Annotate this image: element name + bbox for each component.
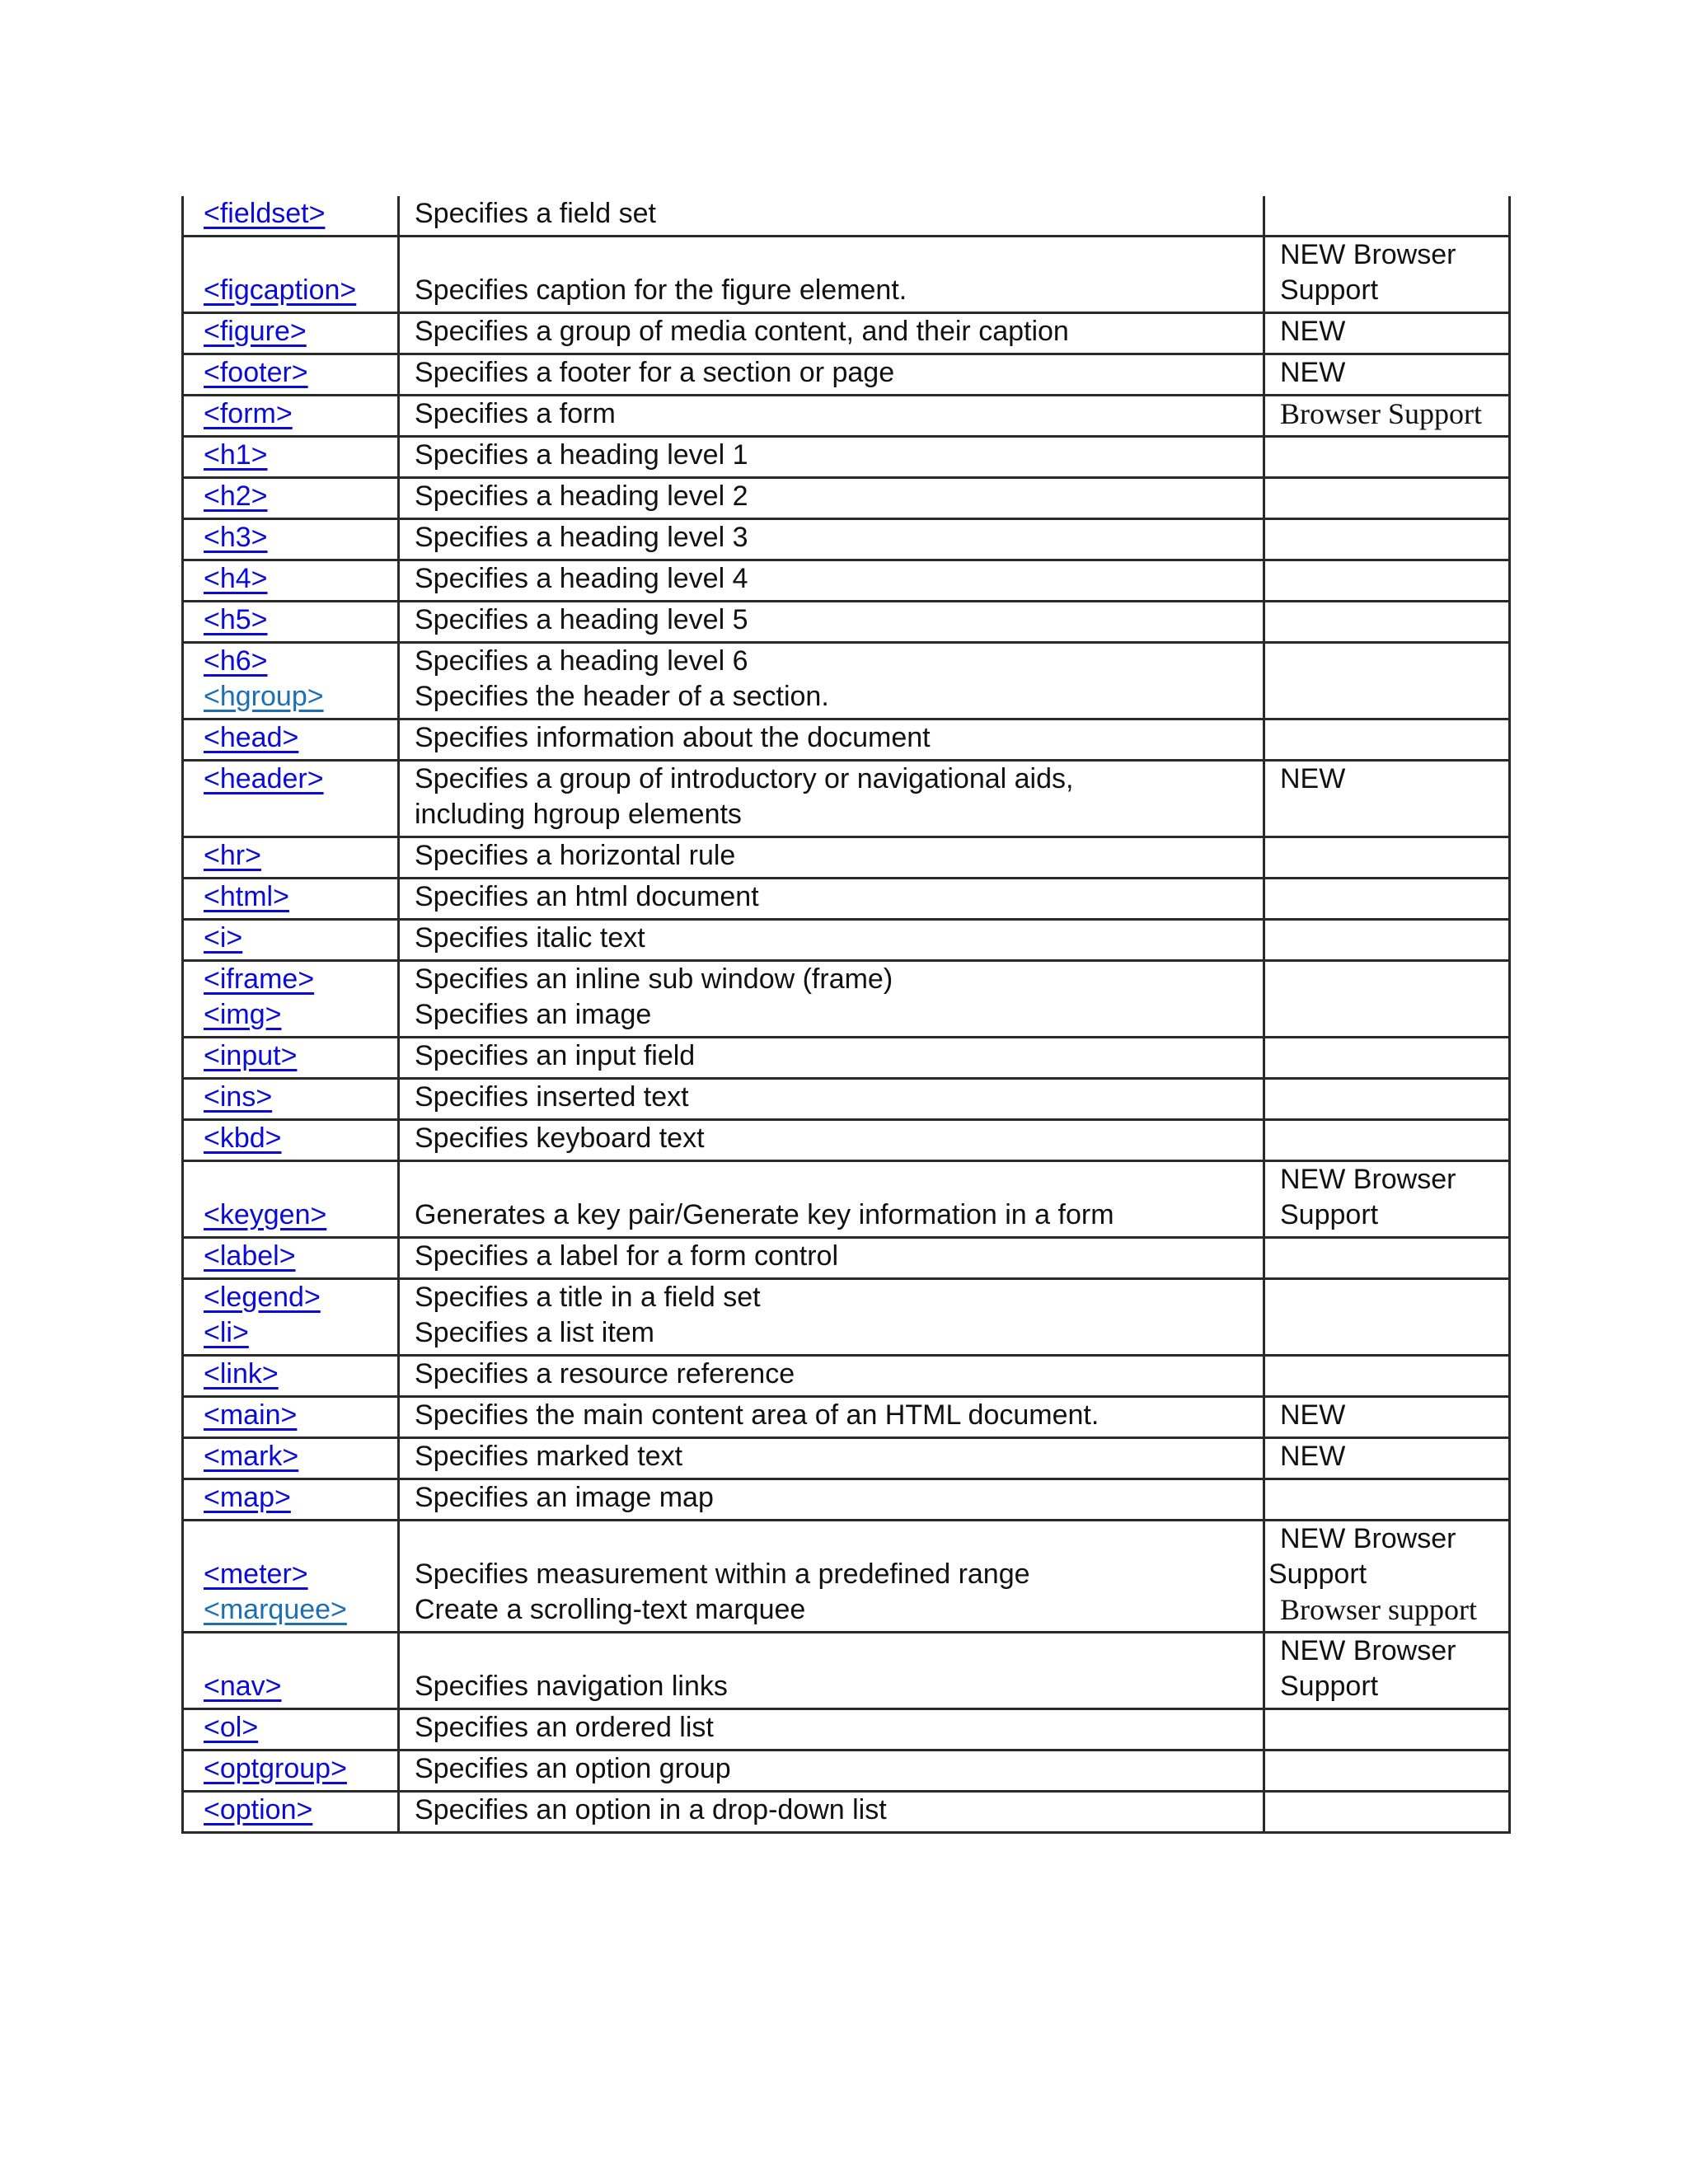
table-row [183,1521,1510,1633]
notes-cell [1264,478,1510,519]
description-text: Specifies a heading level 1 [415,439,748,471]
tag-cell [183,519,399,560]
table-row [183,1479,1510,1521]
description-cell [399,478,1264,519]
table-row [183,354,1510,396]
tag-cell [183,920,399,961]
notes-cell [1264,1750,1510,1792]
notes-cell [1264,437,1510,478]
description-cell [399,602,1264,643]
table-row [183,237,1510,313]
table-row [183,602,1510,643]
notes-cell [1264,1038,1510,1079]
table-row [183,879,1510,920]
table-row [183,920,1510,961]
description-cell [399,1709,1264,1750]
notes-cell [1264,519,1510,560]
tag-link[interactable]: <option> [204,1794,313,1825]
table-row [183,1238,1510,1279]
tag-cell [183,313,399,354]
table-row [183,1633,1510,1709]
notes-cell [1264,1633,1510,1709]
description-cell [399,1079,1264,1120]
notes-cell [1264,1397,1510,1438]
table-row [183,761,1510,837]
table-row [183,961,1510,1038]
tag-cell [183,1079,399,1120]
tag-link[interactable]: <h2> [204,480,268,512]
table-row [183,1709,1510,1750]
description-text: Specifies an html document [415,881,759,912]
tag-link[interactable]: <optgroup> [204,1753,347,1784]
tag-cell [183,1479,399,1521]
description-text: Specifies a footer for a section or page [415,357,895,388]
tag-link[interactable]: <meter> [204,1558,308,1590]
tag-link[interactable]: <input> [204,1040,298,1071]
note-text: NEW Browser [1280,1523,1456,1554]
tag-cell [183,1120,399,1161]
notes-cell [1264,1521,1510,1633]
tag-link[interactable]: <hgroup> [204,681,324,712]
description-text: Specifies information about the document [415,722,931,753]
tag-cell [183,1792,399,1833]
description-cell [399,1238,1264,1279]
description-cell [399,196,1264,237]
tag-cell [183,1038,399,1079]
description-cell [399,879,1264,920]
description-text: Specifies a heading level 3 [415,522,748,553]
description-text: including hgroup elements [415,799,742,830]
note-text: NEW [1280,357,1346,388]
tag-cell [183,437,399,478]
tag-link[interactable]: <hr> [204,840,261,871]
notes-cell [1264,313,1510,354]
description-text: Create a scrolling-text marquee [415,1594,806,1625]
tag-cell [183,396,399,437]
note-text: Browser Support [1280,397,1482,430]
tag-cell [183,1633,399,1709]
note-text: NEW [1280,1441,1346,1472]
description-cell [399,1633,1264,1709]
note-text: Support [1280,274,1379,306]
note-text: Support [1280,1199,1379,1230]
tag-link[interactable]: <ins> [204,1081,273,1113]
notes-cell [1264,961,1510,1038]
description-text: Specifies an option in a drop-down list [415,1794,887,1825]
note-text: NEW Browser [1280,239,1456,270]
table-row [183,1079,1510,1120]
notes-cell [1264,879,1510,920]
description-text: Specifies the main content area of an HTML document. [415,1399,1100,1431]
notes-cell [1264,1079,1510,1120]
tag-cell [183,237,399,313]
tag-link[interactable]: <keygen> [204,1199,327,1230]
tag-link[interactable]: <footer> [204,357,308,388]
note-text: NEW [1280,763,1346,794]
note-text: NEW [1280,316,1346,347]
tag-cell [183,1397,399,1438]
note-text: NEW Browser [1280,1635,1456,1666]
tag-cell [183,478,399,519]
description-text: Specifies a heading level 4 [415,563,748,594]
tag-cell [183,837,399,879]
tag-link[interactable]: <form> [204,398,293,429]
description-text: Specifies an input field [415,1040,696,1071]
table-body [183,196,1510,1833]
description-text: Specifies a list item [415,1317,654,1348]
table-row [183,437,1510,478]
tag-link[interactable]: <marquee> [204,1594,347,1625]
table-row [183,313,1510,354]
notes-cell [1264,1792,1510,1833]
tag-cell [183,1356,399,1397]
notes-cell [1264,1709,1510,1750]
description-text: Specifies a horizontal rule [415,840,736,871]
tag-link[interactable]: <legend> [204,1282,321,1313]
description-cell [399,354,1264,396]
table-row [183,1120,1510,1161]
table-row [183,837,1510,879]
tag-link[interactable]: <h1> [204,439,268,471]
description-text: Specifies a group of introductory or navigational aids, [415,763,1074,794]
tag-link[interactable]: <h6> [204,645,268,677]
tag-link[interactable]: <iframe> [204,963,315,995]
tag-link[interactable]: <img> [204,999,282,1030]
description-text: Specifies a label for a form control [415,1240,839,1272]
tag-link[interactable]: <h3> [204,522,268,553]
html-elements-table [181,196,1511,1834]
description-text: Specifies measurement within a predefined range [415,1558,1030,1590]
notes-cell [1264,920,1510,961]
description-cell [399,961,1264,1038]
notes-cell [1264,837,1510,879]
table-row [183,1438,1510,1479]
tag-link[interactable]: <figcaption> [204,274,357,306]
notes-cell [1264,1161,1510,1238]
tag-link[interactable]: <nav> [204,1671,282,1702]
description-cell [399,761,1264,837]
description-text: Specifies keyboard text [415,1122,705,1154]
tag-link[interactable]: <header> [204,763,324,794]
description-text: Specifies italic text [415,922,645,954]
description-cell [399,1750,1264,1792]
description-text: Specifies a group of media content, and their caption [415,316,1069,347]
note-text: Support [1280,1671,1379,1702]
tag-cell [183,1521,399,1633]
description-text: Specifies marked text [415,1441,683,1472]
description-cell [399,1521,1264,1633]
table-row [183,478,1510,519]
description-cell [399,920,1264,961]
description-text: Specifies a resource reference [415,1358,795,1390]
note-text: Support [1268,1558,1367,1590]
notes-cell [1264,1356,1510,1397]
table-row [183,1750,1510,1792]
tag-cell [183,643,399,719]
tag-link[interactable]: <mark> [204,1441,299,1472]
notes-cell [1264,761,1510,837]
tag-cell [183,1161,399,1238]
table-row [183,1792,1510,1833]
tag-link[interactable]: <fieldset> [204,198,326,229]
description-text: Specifies the header of a section. [415,681,829,712]
note-text: NEW [1280,1399,1346,1431]
description-text: Specifies a form [415,398,616,429]
tag-cell [183,961,399,1038]
description-text: Specifies inserted text [415,1081,689,1113]
tag-link[interactable]: <label> [204,1240,296,1272]
description-text: Specifies a heading level 6 [415,645,748,677]
tag-link[interactable]: <head> [204,722,299,753]
tag-cell [183,1709,399,1750]
notes-cell [1264,1238,1510,1279]
notes-cell [1264,1279,1510,1356]
table-row [183,560,1510,602]
tag-link[interactable]: <figure> [204,316,307,347]
description-text: Specifies caption for the figure element. [415,274,907,306]
tag-link[interactable]: <map> [204,1482,291,1513]
tag-link[interactable]: <ol> [204,1712,259,1743]
notes-cell [1264,602,1510,643]
tag-link[interactable]: <h5> [204,604,268,635]
description-cell [399,837,1264,879]
tag-link[interactable]: <link> [204,1358,279,1390]
tag-cell [183,1238,399,1279]
description-text: Specifies an image [415,999,652,1030]
notes-cell [1264,237,1510,313]
description-text: Generates a key pair/Generate key information in a form [415,1199,1114,1230]
tag-link[interactable]: <h4> [204,563,268,594]
description-cell [399,1438,1264,1479]
table-row [183,196,1510,237]
table-row [183,396,1510,437]
description-cell [399,560,1264,602]
notes-cell [1264,1120,1510,1161]
tag-cell [183,196,399,237]
tag-link[interactable]: <kbd> [204,1122,282,1154]
description-text: Specifies a heading level 2 [415,480,748,512]
table-row [183,519,1510,560]
description-cell [399,1792,1264,1833]
notes-cell [1264,1479,1510,1521]
description-cell [399,1038,1264,1079]
description-text: Specifies a heading level 5 [415,604,748,635]
tag-cell [183,1279,399,1356]
table-row [183,643,1510,719]
description-text: Specifies an image map [415,1482,714,1513]
notes-cell [1264,196,1510,237]
tag-cell [183,560,399,602]
note-text: NEW Browser [1280,1164,1456,1195]
tag-cell [183,1750,399,1792]
description-cell [399,1397,1264,1438]
description-cell [399,1279,1264,1356]
table-row [183,1397,1510,1438]
description-cell [399,519,1264,560]
description-text: Specifies a field set [415,198,656,229]
notes-cell [1264,719,1510,761]
table-row [183,1356,1510,1397]
description-text: Specifies navigation links [415,1671,728,1702]
table-row [183,719,1510,761]
description-text: Specifies an ordered list [415,1712,714,1743]
tag-link[interactable]: <li> [204,1317,249,1348]
tag-cell [183,719,399,761]
tag-cell [183,602,399,643]
description-cell [399,719,1264,761]
description-cell [399,396,1264,437]
notes-cell [1264,396,1510,437]
description-cell [399,313,1264,354]
description-text: Specifies a title in a field set [415,1282,761,1313]
note-text: Browser support [1280,1593,1477,1626]
description-cell [399,643,1264,719]
notes-cell [1264,560,1510,602]
table-row [183,1038,1510,1079]
description-cell [399,1356,1264,1397]
description-cell [399,237,1264,313]
tag-cell [183,761,399,837]
tag-cell [183,354,399,396]
tag-link[interactable]: <html> [204,881,289,912]
description-cell [399,1120,1264,1161]
tag-cell [183,1438,399,1479]
notes-cell [1264,643,1510,719]
notes-cell [1264,354,1510,396]
description-text: Specifies an inline sub window (frame) [415,963,893,995]
description-cell [399,1161,1264,1238]
tag-link[interactable]: <main> [204,1399,298,1431]
tag-link[interactable]: <i> [204,922,243,954]
description-text: Specifies an option group [415,1753,731,1784]
description-cell [399,437,1264,478]
tag-cell [183,879,399,920]
description-cell [399,1479,1264,1521]
table-row [183,1279,1510,1356]
notes-cell [1264,1438,1510,1479]
table-row [183,1161,1510,1238]
